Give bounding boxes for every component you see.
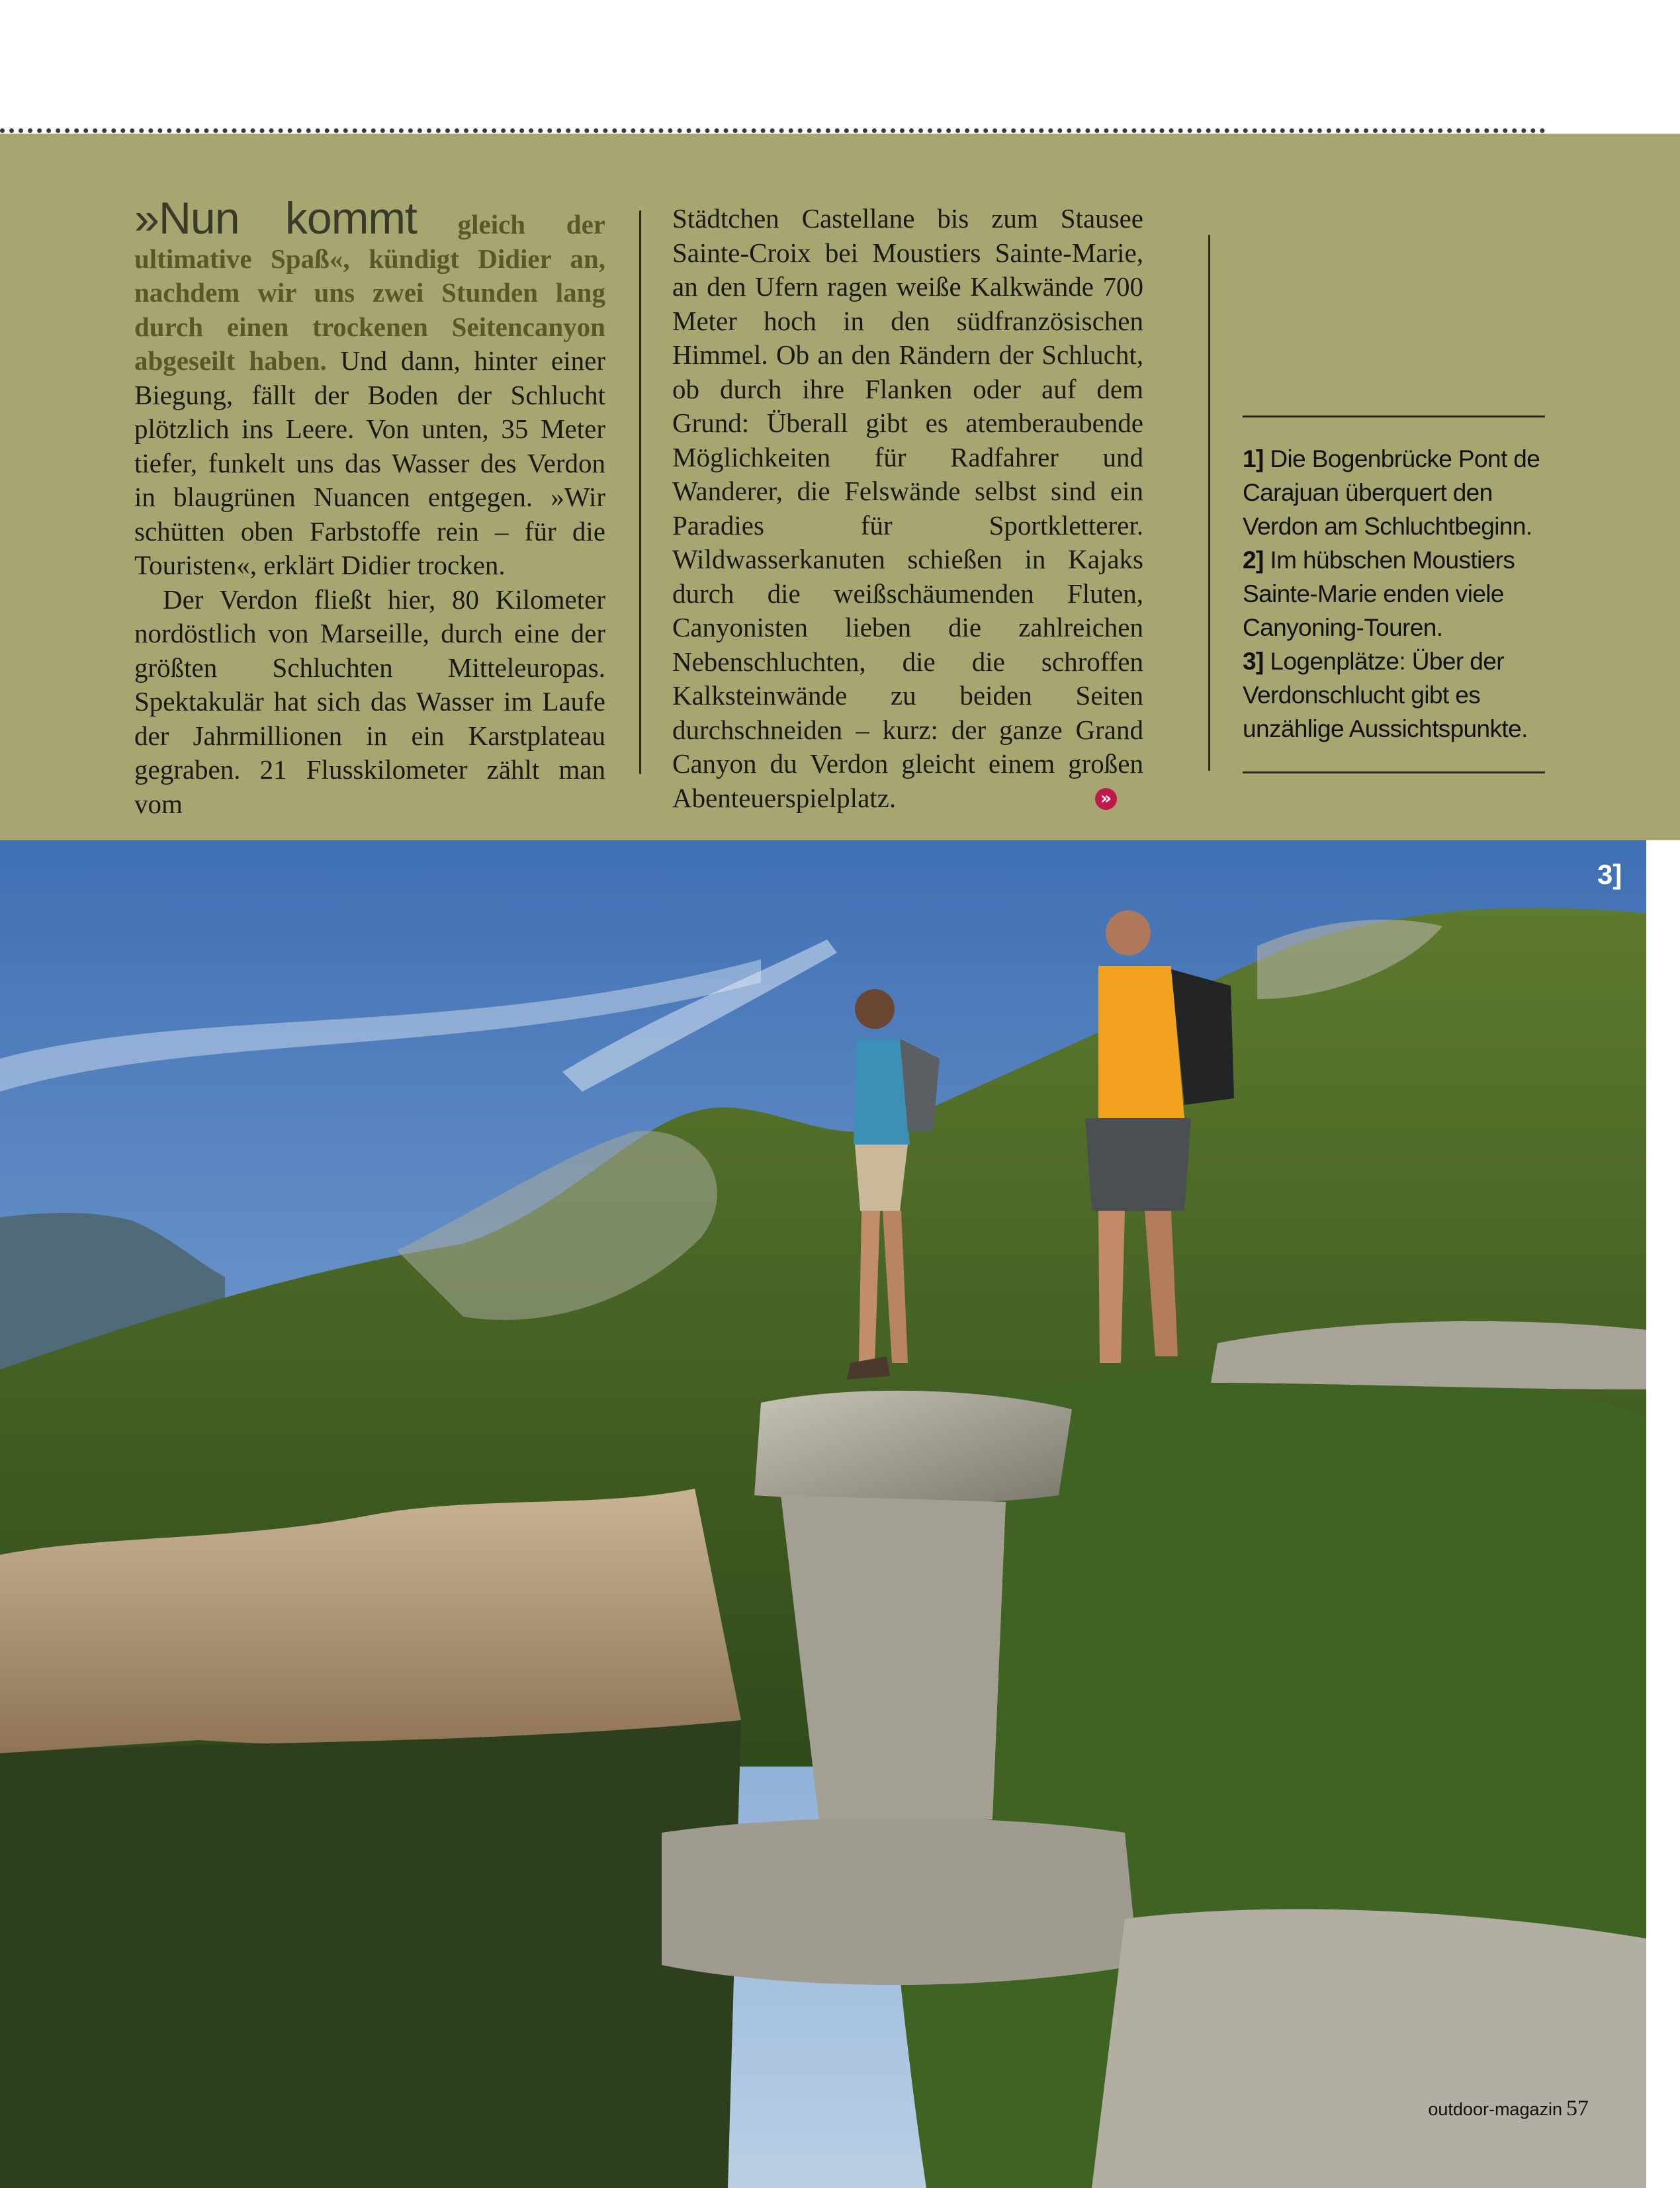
paragraph-3-text: Städtchen Castellane bis zum Stausee Sainte-Croix bei Moustiers Sainte-Marie, an den Ufern ragen weiße Kalkwände 700 Meter hoch in den südfranzösischen Himmel. Ob an den Rändern der Schlucht, ob durch ihre Flanken oder auf dem Grund: Überall gibt es atemberaubende Möglichkeiten für Radfahrer und Wanderer, die Felswände selbst sind ein Paradies für Sportkletterer. Wildwasserkanuten schießen in Kajaks durch die weißschäumenden Fluten, Canyonisten lieben die zahlreichen Nebenschluchten, die die schroffen Kalksteinwände zu beiden Seiten durchschneiden – kurz: der ganze Grand Canyon du Verdon gleicht einem großen Abenteuerspielplatz.	[672, 203, 1143, 813]
caption-3	[1243, 644, 1554, 746]
photo-number-label: 3]	[1597, 859, 1622, 890]
hero-photo-canyon-hikers	[0, 840, 1646, 2188]
caption-text: Im hübschen Moustiers Sainte-Marie enden viele Canyoning-Touren.	[1243, 547, 1515, 641]
rock-ledge	[1092, 1909, 1646, 2188]
column-divider-2	[1208, 235, 1210, 771]
rock-ledge	[754, 1391, 1072, 1503]
photo-illustration	[0, 840, 1646, 2188]
rock-ledge	[662, 1818, 1138, 1986]
canyon-shadow	[0, 1720, 741, 2188]
lead-in-large: »Nun kommt	[134, 193, 417, 243]
caption-2	[1243, 543, 1554, 644]
article-paragraph-3	[672, 202, 1143, 815]
caption-text: Logenplätze: Über der Verdonschlucht gibt es unzählige Aussichtspunkte.	[1243, 648, 1528, 742]
caption-number: 2]	[1243, 547, 1264, 574]
paragraph-1-text: Und dann, hinter einer Biegung, fällt der Boden der Schlucht plötzlich ins Leere. Von unten, 35 Meter tiefer, funkelt uns das Wasser des Verdon in blaugrünen Nuancen entgegen. »Wir schütten oben Farbstoffe rein – für die Touristen«, erklärt Didier trocken.	[134, 345, 605, 580]
article-paragraph-1	[134, 193, 605, 583]
caption-rule-top	[1243, 416, 1545, 417]
caption-number: 3]	[1243, 648, 1264, 675]
page-number: 57	[1566, 2096, 1589, 2121]
page-footer	[1428, 2096, 1589, 2121]
column-divider-1	[639, 210, 641, 774]
lead-in-bold: gleich der ultimative Spaß«, kündigt Didier an, nachdem wir uns zwei Stunden lang durch einen trockenen Seitencanyon abgeseilt haben.	[134, 209, 605, 376]
caption-number: 1]	[1243, 445, 1264, 472]
caption-1	[1243, 442, 1554, 543]
caption-rule-bottom	[1243, 771, 1545, 773]
magazine-name: outdoor-magazin	[1428, 2099, 1562, 2119]
photo-captions	[1243, 442, 1554, 746]
top-dotted-rule	[0, 128, 1546, 133]
rock-pillar	[781, 1495, 1006, 1833]
caption-text: Die Bogenbrücke Pont de Carajuan überquert den Verdon am Schluchtbeginn.	[1243, 445, 1540, 540]
article-column-1	[134, 193, 605, 819]
article-paragraph-2: Der Verdon fließt hier, 80 Kilometer nordöstlich von Marseille, durch eine der größten Schluchten Mitteleuropas. Spektakulär hat sich das Wasser im Laufe der Jahrmillionen in ein Karstplateau gegraben. 21 Flusskilometer zählt man vom	[134, 584, 605, 819]
continue-arrow-icon: »	[1095, 788, 1117, 810]
article-column-2	[672, 202, 1143, 813]
